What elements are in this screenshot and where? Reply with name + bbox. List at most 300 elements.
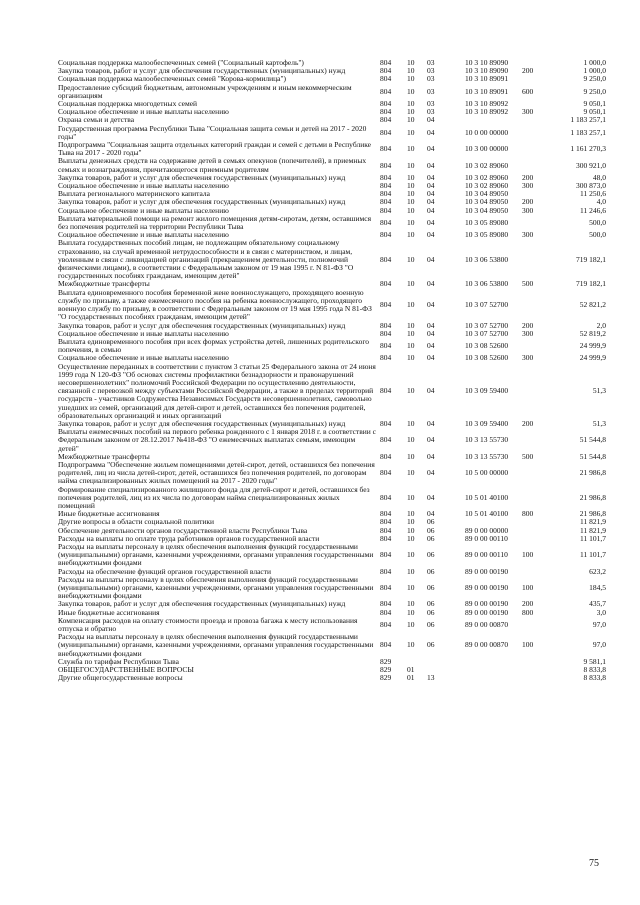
row-rz-code: 10 — [407, 525, 415, 535]
row-rz-code: 10 — [407, 583, 415, 592]
row-pr-code: 06 — [427, 517, 435, 527]
row-gr-code: 804 — [380, 341, 392, 350]
row-pr-code: 06 — [427, 607, 435, 617]
row-gr-code: 804 — [380, 99, 392, 109]
row-csr-code: 10 3 07 52700 — [465, 299, 509, 309]
row-vr-code: 200 — [522, 197, 534, 207]
row-vr-code: 600 — [522, 86, 534, 96]
row-csr-code: 10 3 10 89091 — [465, 74, 509, 84]
table-row — [58, 125, 606, 141]
budget-table — [58, 59, 606, 682]
row-amount: 24 999,9 — [579, 353, 606, 363]
row-pr-code: 06 — [427, 525, 435, 535]
row-vr-code — [522, 157, 549, 173]
row-vr-code — [522, 658, 549, 666]
row-pr-code: 04 — [427, 435, 435, 445]
row-amount: 24 999,9 — [579, 341, 606, 350]
table-row — [58, 428, 606, 453]
row-rz-code: 10 — [407, 144, 415, 154]
row-pr-code: 04 — [427, 127, 435, 137]
row-name: Выплата регионального материнского капитала — [58, 189, 210, 199]
table-row — [58, 108, 606, 116]
row-gr-code: 804 — [380, 509, 392, 519]
row-amount: 48,0 — [592, 172, 606, 182]
row-name: Охрана семьи и детства — [58, 115, 135, 125]
row-amount: 300 873,0 — [576, 181, 606, 191]
row-pr-code: 04 — [427, 197, 435, 207]
row-gr-code: 804 — [380, 172, 392, 182]
row-vr-code: 300 — [522, 328, 534, 338]
row-pr-code: 03 — [427, 74, 435, 84]
row-name: ОБЩЕГОСУДАРСТВЕННЫЕ ВОПРОСЫ — [58, 665, 194, 675]
row-csr-code: 10 3 04 89050 — [465, 197, 509, 207]
row-csr-code — [465, 666, 522, 674]
row-rz-code: 10 — [407, 517, 415, 527]
row-csr-code: 10 0 00 00000 — [465, 127, 509, 137]
row-name: Социальное обеспечение и иные выплаты населению — [58, 181, 229, 191]
row-csr-code: 89 0 00 00190 — [465, 599, 509, 609]
row-pr-code: 04 — [427, 254, 435, 264]
row-vr-code: 200 — [522, 66, 534, 76]
row-pr-code: 04 — [427, 189, 435, 199]
row-gr-code: 804 — [380, 640, 392, 650]
row-amount: 9 250,0 — [583, 86, 606, 96]
row-rz-code: 10 — [407, 86, 415, 96]
row-pr-code: 03 — [427, 99, 435, 109]
row-vr-code — [522, 215, 549, 231]
row-amount: 3,0 — [596, 607, 606, 617]
row-amount: 51,3 — [592, 386, 606, 396]
row-vr-code: 200 — [522, 599, 534, 609]
row-csr-code — [465, 116, 522, 124]
row-csr-code: 10 3 04 89050 — [465, 205, 509, 215]
row-pr-code: 04 — [427, 115, 435, 125]
row-name: Закупка товаров, работ и услуг для обеспечения государственных (муниципальных) нужд — [58, 66, 346, 76]
row-rz-code: 10 — [407, 197, 415, 207]
row-name: Расходы на выплаты персоналу в целях обеспечения выполнения функций государственными (муниципальными) органами, казенными учреждениями, органами управления государственными внебюджетными фондами — [58, 574, 374, 601]
table-row — [58, 338, 606, 354]
row-name: Расходы на выплаты персоналу в целях обеспечения выполнения функций государственными (муниципальными) органами, казенными учреждениями, органами управления государственными внебюджетными фондами — [58, 632, 374, 658]
row-vr-code — [522, 617, 549, 633]
row-name: Выплата материальной помощи на ремонт жилого помещения детям-сиротам, детям, оставшимся без попечения родителей на территории Республики Тыва — [58, 213, 372, 232]
row-name: Социальная поддержка малообеспеченных семей ("Социальный картофель") — [58, 58, 304, 67]
row-csr-code: 10 3 09 59400 — [465, 418, 509, 428]
row-vr-code: 500 — [522, 451, 534, 461]
row-csr-code: 89 0 00 00870 — [465, 640, 509, 650]
row-name: Формирование специализированного жилищного фонда для детей-сирот и детей, оставшихся без попечения родителей, лиц из их числа по договорам найма специализированных жилых помещений — [58, 484, 370, 510]
row-name: Расходы на выплаты персоналу в целях обеспечения выполнения функций государственными (муниципальными) органами, казенными учреждениями, органами управления государственными внебюджетными фондами — [58, 541, 374, 568]
row-amount: 1 000,0 — [583, 66, 606, 76]
row-amount: 97,0 — [592, 619, 606, 629]
row-name: Закупка товаров, работ и услуг для обеспечения государственных (муниципальных) нужд — [58, 418, 346, 428]
row-pr-code: 04 — [427, 468, 435, 478]
row-rz-code: 10 — [407, 189, 415, 199]
row-pr-code: 06 — [427, 640, 435, 650]
row-csr-code: 10 3 02 89060 — [465, 181, 509, 191]
row-name: Выплата единовременного пособия беременной жене военнослужащего, проходящего военную службу по призыву, а также ежемесячного пособия на ребенка военнослужащего, проходящего военную службу по призыву, в соответствии с Федеральным законом от 19 мая 1995 года N 81-ФЗ "О государственных пособиях гражданам, имеющим детей" — [58, 287, 372, 322]
row-vr-code — [522, 116, 549, 124]
row-name: Закупка товаров, работ и услуг для обеспечения государственных (муниципальных) нужд — [58, 197, 346, 207]
row-pr-code: 04 — [427, 230, 435, 240]
row-rz-code: 10 — [407, 468, 415, 478]
row-amount: 11 821,9 — [580, 525, 606, 535]
row-rz-code: 10 — [407, 160, 415, 170]
row-rz-code: 10 — [407, 566, 415, 576]
row-csr-code: 10 3 10 89091 — [465, 86, 509, 96]
row-amount: 8 833,8 — [583, 665, 606, 675]
row-pr-code: 03 — [427, 107, 435, 117]
row-gr-code: 804 — [380, 144, 392, 154]
row-rz-code: 10 — [407, 74, 415, 84]
row-rz-code: 10 — [407, 127, 415, 137]
row-amount: 719 182,1 — [576, 279, 606, 289]
row-pr-code: 04 — [427, 418, 435, 428]
row-pr-code: 03 — [427, 58, 435, 67]
row-pr-code: 04 — [427, 181, 435, 191]
budget-table-body — [58, 59, 606, 682]
row-vr-code: 200 — [522, 418, 534, 428]
row-vr-code — [522, 363, 549, 420]
row-vr-code — [522, 428, 549, 453]
row-amount: 11 250,6 — [580, 189, 606, 199]
row-rz-code: 10 — [407, 66, 415, 76]
row-vr-code: 100 — [522, 583, 534, 592]
row-gr-code: 804 — [380, 468, 392, 478]
row-gr-code: 804 — [380, 320, 392, 330]
row-rz-code: 10 — [407, 435, 415, 445]
row-name: Другие вопросы в области социальной политики — [58, 517, 215, 527]
row-rz-code: 10 — [407, 533, 415, 543]
row-pr-code: 06 — [427, 550, 435, 560]
row-pr-code: 06 — [427, 619, 435, 629]
row-name: Компенсация расходов на оплату стоимости проезда и провоза багажа к месту использования отпуска и обратно — [58, 615, 358, 634]
row-gr-code: 804 — [380, 353, 392, 363]
row-rz-code: 01 — [407, 673, 415, 683]
row-vr-code: 100 — [522, 550, 534, 560]
row-csr-code — [465, 674, 522, 682]
row-rz-code: 10 — [407, 619, 415, 629]
row-rz-code: 10 — [407, 230, 415, 240]
row-rz-code: 10 — [407, 172, 415, 182]
row-amount: 4,0 — [596, 197, 606, 207]
row-amount: 1 183 257,1 — [570, 127, 606, 137]
row-vr-code — [522, 568, 549, 576]
row-amount: 9 581,1 — [583, 656, 606, 666]
row-rz-code: 10 — [407, 279, 415, 289]
row-gr-code: 804 — [380, 418, 392, 428]
row-csr-code: 10 3 09 59400 — [465, 386, 509, 396]
row-csr-code: 10 5 01 40100 — [465, 492, 509, 502]
row-csr-code: 89 0 00 00190 — [465, 583, 509, 592]
row-gr-code: 804 — [380, 386, 392, 396]
row-gr-code: 804 — [380, 299, 392, 309]
row-name: Закупка товаров, работ и услуг для обеспечения государственных (муниципальных) нужд — [58, 172, 346, 182]
row-amount: 2,0 — [596, 320, 606, 330]
row-gr-code: 804 — [380, 525, 392, 535]
row-amount: 8 833,8 — [583, 673, 606, 683]
row-vr-code — [522, 535, 549, 543]
row-gr-code: 804 — [380, 189, 392, 199]
row-amount: 11 101,7 — [580, 550, 606, 560]
row-name: Социальное обеспечение и иные выплаты населению — [58, 205, 229, 215]
row-csr-code: 89 0 00 00870 — [465, 619, 509, 629]
row-csr-code: 10 3 13 55730 — [465, 451, 509, 461]
row-gr-code: 804 — [380, 619, 392, 629]
row-amount: 623,2 — [589, 566, 606, 576]
row-pr-code: 03 — [427, 66, 435, 76]
table-row — [58, 543, 606, 568]
table-row — [58, 486, 606, 511]
row-gr-code: 804 — [380, 550, 392, 560]
table-row — [58, 461, 606, 486]
row-csr-code: 10 3 10 89090 — [465, 58, 509, 67]
row-vr-code: 200 — [522, 320, 534, 330]
row-amount: 21 986,8 — [579, 509, 606, 519]
row-pr-code: 13 — [427, 673, 435, 683]
row-gr-code: 804 — [380, 566, 392, 576]
row-vr-code: 100 — [522, 640, 534, 650]
row-pr-code: 06 — [427, 599, 435, 609]
row-vr-code — [522, 75, 549, 83]
row-name: Подпрограмма "Обеспечение жильем помещениями детей-сирот, детей, оставшихся без попечения родителей, лиц из числа детей-сирот, детей, оставшихся без попечения родителей, по договорам найма специализированных жилых помещений на 2017 - 2020 годы" — [58, 459, 375, 486]
row-name: Иные бюджетные ассигнования — [58, 509, 160, 519]
row-gr-code: 829 — [380, 656, 392, 666]
row-rz-code: 10 — [407, 492, 415, 502]
row-name: Расходы на выплаты по оплате труда работников органов государственной власти — [58, 533, 320, 543]
row-name: Расходы на обеспечение функций органов государственной власти — [58, 566, 272, 576]
row-amount: 21 986,8 — [579, 492, 606, 502]
row-vr-code — [522, 239, 549, 280]
row-vr-code — [522, 141, 549, 157]
row-rz-code: 10 — [407, 341, 415, 350]
row-vr-code — [522, 674, 549, 682]
table-row — [58, 617, 606, 633]
row-gr-code: 804 — [380, 217, 392, 227]
row-rz-code: 10 — [407, 217, 415, 227]
row-name: Закупка товаров, работ и услуг для обеспечения государственных (муниципальных) нужд — [58, 320, 346, 330]
row-vr-code — [522, 338, 549, 354]
row-pr-code: 06 — [427, 566, 435, 576]
row-vr-code: 300 — [522, 181, 534, 191]
row-rz-code: 10 — [407, 451, 415, 461]
row-pr-code: 04 — [427, 341, 435, 350]
row-pr-code: 04 — [427, 217, 435, 227]
row-name: Социальное обеспечение и иные выплаты населению — [58, 107, 229, 117]
row-pr-code: 04 — [427, 451, 435, 461]
row-name: Социальная поддержка многодетных семей — [58, 99, 198, 109]
row-csr-code: 10 3 04 89050 — [465, 189, 509, 199]
row-amount: 500,0 — [589, 217, 606, 227]
row-rz-code: 10 — [407, 254, 415, 264]
row-csr-code: 89 0 00 00000 — [465, 525, 509, 535]
row-name: Обеспечение деятельности органов государственной власти Республики Тыва — [58, 525, 308, 535]
row-vr-code — [522, 518, 549, 526]
row-pr-code: 04 — [427, 509, 435, 519]
row-amount: 52 821,2 — [579, 299, 606, 309]
table-row — [58, 576, 606, 601]
row-csr-code: 10 3 10 89092 — [465, 107, 509, 117]
row-csr-code: 10 3 08 52600 — [465, 353, 509, 363]
row-gr-code: 804 — [380, 181, 392, 191]
row-name: Выплата государственных пособий лицам, не подлежащим обязательному социальному страхованию, на случай временной нетрудоспособности и в связи с материнством, и лицам, уволенным в связи с ликвидацией организаций (прекращением деятельности, полномочий физическими лицами), в соответствии с Федеральным законом от 19 мая 1995 г. N 81-ФЗ "О государственных пособиях гражданам, имеющим детей" — [58, 238, 354, 281]
row-csr-code: 10 3 06 53800 — [465, 279, 509, 289]
row-csr-code: 89 0 00 00110 — [465, 533, 508, 543]
row-rz-code: 10 — [407, 320, 415, 330]
row-name: Социальное обеспечение и иные выплаты населению — [58, 328, 229, 338]
row-csr-code: 10 5 01 40100 — [465, 509, 509, 519]
row-vr-code: 800 — [522, 509, 534, 519]
row-pr-code: 04 — [427, 172, 435, 182]
row-name: Социальное обеспечение и иные выплаты населению — [58, 353, 229, 363]
row-amount: 51 544,8 — [579, 451, 606, 461]
row-csr-code: 10 3 13 55730 — [465, 435, 509, 445]
row-gr-code: 804 — [380, 492, 392, 502]
row-rz-code: 10 — [407, 205, 415, 215]
row-rz-code: 10 — [407, 550, 415, 560]
row-pr-code — [427, 658, 465, 666]
row-amount: 9 050,1 — [583, 107, 606, 117]
row-gr-code: 804 — [380, 279, 392, 289]
row-pr-code: 06 — [427, 583, 435, 592]
row-name: Межбюджетные трансферты — [58, 451, 150, 461]
row-csr-code: 10 3 05 89080 — [465, 230, 509, 240]
row-gr-code: 804 — [380, 205, 392, 215]
row-csr-code: 10 3 07 52700 — [465, 320, 509, 330]
row-gr-code: 804 — [380, 599, 392, 609]
row-gr-code: 804 — [380, 66, 392, 76]
row-pr-code: 04 — [427, 320, 435, 330]
table-row — [58, 215, 606, 231]
row-amount: 435,7 — [589, 599, 606, 609]
row-name: Выплаты ежемесячных пособий на первого ребенка рожденного с 1 января 2018 г. в соответствии с Федеральным законом от 28.12.2017 №418-ФЗ "О ежемесячных выплатах семьям, имеющим детей" — [58, 427, 376, 453]
row-csr-code: 10 3 07 52700 — [465, 328, 509, 338]
row-name: Служба по тарифам Республики Тыва — [58, 656, 179, 666]
row-csr-code: 89 0 00 00190 — [465, 566, 509, 576]
row-pr-code: 04 — [427, 205, 435, 215]
row-rz-code: 10 — [407, 299, 415, 309]
row-name: Другие общегосударственные вопросы — [58, 673, 183, 683]
row-name: Закупка товаров, работ и услуг для обеспечения государственных (муниципальных) нужд — [58, 599, 346, 609]
row-vr-code: 300 — [522, 205, 534, 215]
row-amount: 11 246,6 — [580, 205, 606, 215]
row-amount: 51,3 — [592, 418, 606, 428]
row-csr-code: 89 0 00 00190 — [465, 607, 509, 617]
row-vr-code — [522, 461, 549, 486]
row-rz-code: 10 — [407, 640, 415, 650]
row-rz-code: 10 — [407, 509, 415, 519]
row-name: Межбюджетные трансферты — [58, 279, 150, 289]
row-rz-code: 10 — [407, 599, 415, 609]
row-csr-code: 10 3 00 00000 — [465, 144, 509, 154]
row-gr-code: 804 — [380, 58, 392, 67]
row-gr-code: 804 — [380, 197, 392, 207]
row-gr-code: 804 — [380, 115, 392, 125]
row-csr-code: 10 5 00 00000 — [465, 468, 509, 478]
row-vr-code: 300 — [522, 353, 534, 363]
row-pr-code: 04 — [427, 492, 435, 502]
row-csr-code — [465, 658, 522, 666]
row-gr-code: 804 — [380, 86, 392, 96]
row-amount: 11 101,7 — [580, 533, 606, 543]
row-rz-code: 10 — [407, 107, 415, 117]
row-gr-code: 804 — [380, 517, 392, 527]
row-csr-code: 10 3 05 89080 — [465, 217, 509, 227]
row-csr-code: 10 3 08 52600 — [465, 341, 509, 350]
row-gr-code: 804 — [380, 583, 392, 592]
row-pr-code: 04 — [427, 144, 435, 154]
row-vr-code: 300 — [522, 107, 534, 117]
row-rz-code: 10 — [407, 58, 415, 67]
row-amount: 51 544,8 — [579, 435, 606, 445]
row-name: Выплаты денежных средств на содержание детей в семьях опекунов (попечителей), в приемных семьях и вознаграждения, причитающегося приемным родителям — [58, 156, 367, 174]
row-vr-code — [522, 527, 549, 535]
row-gr-code: 804 — [380, 127, 392, 137]
page-number: 75 — [589, 858, 599, 869]
row-amount: 1 183 257,1 — [570, 115, 606, 125]
row-gr-code: 804 — [380, 230, 392, 240]
row-pr-code: 04 — [427, 279, 435, 289]
row-amount: 9 250,0 — [583, 74, 606, 84]
row-rz-code: 10 — [407, 181, 415, 191]
row-csr-code: 10 3 10 89090 — [465, 66, 509, 76]
row-vr-code — [522, 289, 549, 322]
table-row — [58, 363, 606, 420]
row-vr-code — [522, 666, 549, 674]
row-gr-code: 804 — [380, 328, 392, 338]
table-row — [58, 289, 606, 322]
row-vr-code — [522, 125, 549, 141]
table-row — [58, 239, 606, 280]
row-vr-code — [522, 486, 549, 511]
row-name: Социальная поддержка малообеспеченных семей "Корова-кормилица") — [58, 74, 287, 84]
row-pr-code: 04 — [427, 386, 435, 396]
row-rz-code: 10 — [407, 386, 415, 396]
row-name: Иные бюджетные ассигнования — [58, 607, 160, 617]
row-rz-code: 10 — [407, 328, 415, 338]
row-gr-code: 804 — [380, 451, 392, 461]
row-amount: 21 986,8 — [579, 468, 606, 478]
row-amount: 1 000,0 — [583, 58, 606, 67]
row-vr-code: 800 — [522, 607, 534, 617]
row-amount: 719 182,1 — [576, 254, 606, 264]
table-row — [58, 674, 606, 682]
row-name: Осуществление переданных в соответствии с пунктом 3 статьи 25 Федерального закона от 24 июня 1999 года N 120-ФЗ "Об основах системы профилактики безнадзорности и правонарушений несовершеннолетних" полномочий Российской Федерации по осуществлению деятельности, связанной с перевозкой между субъектами Российской Федерации, а также в пределах территорий государств - участников Содружества Независимых Государств несовершеннолетних, самовольно ушедших из семей, организаций для детей-сирот и детей, оставшихся без попечения родителей, образовательных организаций и иных организаций — [58, 361, 376, 420]
row-amount: 11 821,9 — [580, 517, 606, 527]
row-gr-code: 804 — [380, 607, 392, 617]
row-amount: 500,0 — [589, 230, 606, 240]
row-pr-code: 03 — [427, 86, 435, 96]
row-amount: 1 161 270,3 — [570, 144, 606, 154]
row-amount: 9 050,1 — [583, 99, 606, 109]
row-name: Социальное обеспечение и иные выплаты населению — [58, 230, 229, 240]
row-gr-code: 804 — [380, 533, 392, 543]
row-amount: 97,0 — [592, 640, 606, 650]
row-name: Предоставление субсидий бюджетным, автономным учреждениям и иным некоммерческим организациям — [58, 82, 352, 100]
row-vr-code: 200 — [522, 172, 534, 182]
row-gr-code: 804 — [380, 74, 392, 84]
table-row — [58, 84, 606, 100]
row-csr-code: 10 3 02 89060 — [465, 172, 509, 182]
row-csr-code: 10 3 10 89092 — [465, 99, 509, 109]
row-csr-code: 10 3 02 89060 — [465, 160, 509, 170]
row-pr-code: 06 — [427, 533, 435, 543]
row-vr-code: 500 — [522, 279, 534, 289]
row-csr-code: 89 0 00 00110 — [465, 550, 508, 560]
row-rz-code: 10 — [407, 353, 415, 363]
row-pr-code: 04 — [427, 160, 435, 170]
row-gr-code: 804 — [380, 254, 392, 264]
row-amount: 52 819,2 — [579, 328, 606, 338]
